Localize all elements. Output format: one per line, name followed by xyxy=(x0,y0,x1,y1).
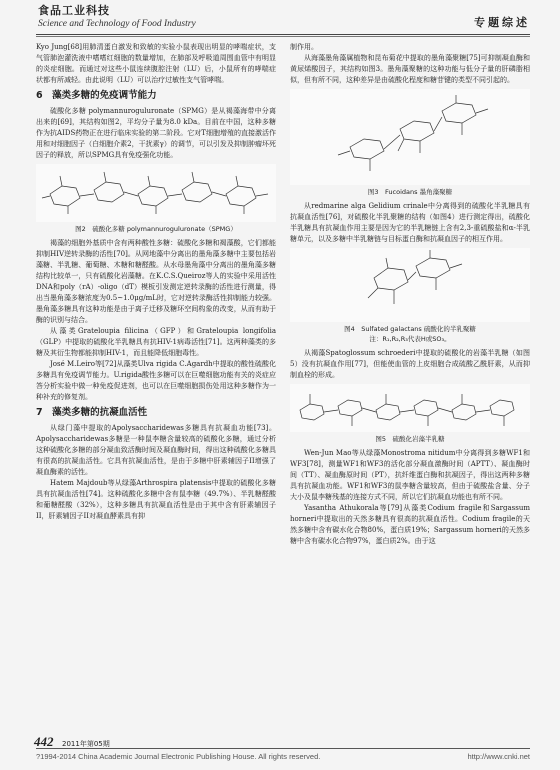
cnki-link[interactable]: http://www.cnki.net xyxy=(467,752,530,761)
issue-label: 2011年第05期 xyxy=(62,740,110,748)
paragraph: 硫酸化多糖 polymannuroguluronate（SPMG）是从褐藻海带中分离出来的[69]，其结构如图2，平均分子量为8.0 kDa。目前在中国，这种多糖作为抗AIDS药物正在进行临床实验的第二阶段。它对T细胞增殖的直接激活作用和对细胞因子（白细胞介素2，干扰素γ）的调节，可以引发及抑制肿瘤坏死因子的释放，所以SPMG具有免疫强化功能。 xyxy=(36,107,276,159)
journal-title-cn: 食品工业科技 xyxy=(38,4,110,17)
right-column xyxy=(290,42,530,547)
paragraph: 从绿门藻中提取的Apolysaccharidewas多糖具有抗凝血功能[73]。Apolysaccharidewas多糖是一种鼠李糖含量较高的硫酸化多糖，通过分析这种硫酸化多糖的部分凝血致活酶时间及凝血酶时间，得出这种硫酸化多糖具有很高的抗凝血活性。它具有抗凝血活性，是由于多糖中肝素辅因子II增强了凝血酶素的活性。 xyxy=(36,424,276,476)
paragraph: 从redmarine alga Gelidium crinale中分离得到的硫酸化半乳糖具有抗凝血活性[76]，对硫酸化半乳聚糖的结构（如图4）进行测定得出，硫酸化半乳糖具有抗凝血作用主要是因为它的半乳糖链上含有2,3-重硫酸盐和α-半乳糖单元，以及多糖中半乳糖链与目标蛋白酶和抗凝血因子的相互作用。 xyxy=(290,202,530,243)
sulfated-galactan-diagram xyxy=(290,248,530,322)
figure-3-caption: 图3 Fucoidans 墨角藻聚糖 xyxy=(367,188,453,196)
paragraph: Hatem Majdoub等从绿藻Arthrospira platensis中提取的硫酸化多糖具有抗凝血活性[74]。这种硫酸化多糖中含有鼠李糖（49.7%）、半乳糖醛酸和葡糖醛酸（32%），这种多糖具有抗凝血活性是由于其中含有肝素辅因子II，肝素辅因子II对凝血酵素具有抑 xyxy=(36,479,276,520)
figure-4-note: 注：R₁,R₂,R₃代表H或SO₃。 xyxy=(369,335,451,343)
copyright-text: ?1994-2014 China Academic Journal Electronic Publishing House. All rights reserved. xyxy=(36,752,321,761)
page-number: 442 xyxy=(34,734,54,749)
fucoidan-structure-diagram xyxy=(290,89,530,185)
section-tag: 专题综述 xyxy=(474,16,530,29)
figure-2-caption: 图2 硫酸化多糖 polymannuroguluronate（SPMG） xyxy=(75,225,237,233)
figure-4 xyxy=(290,248,530,322)
figure-5 xyxy=(290,384,530,432)
paragraph: 从藻类Grateloupia filicina（GFP）和Grateloupia longifolia（GLP）中提取的硫酸化半乳糖具有抗HIV-1病毒活性[71]。这两种藻类的多糖及其衍生物都能抑制HIV-1，而且能降低细胞毒性。 xyxy=(36,327,276,357)
fucogalactan-diagram xyxy=(290,384,530,432)
paragraph: José M.Leiro等[72]从藻类Ulva rigida C.Agardh中提取的酸性硫酸化多糖具有免疫调节能力。U.rigida酸性多糖可以在巨噬细胞功能有关的炎症应答分析实验中做一种免疫促进剂，也可以在巨噬细胞损伤处用这种多糖作为一种补充的修复剂。 xyxy=(36,360,276,401)
section-heading-7: 7 藻类多糖的抗凝血活性 xyxy=(36,407,148,418)
paragraph: 从褐藻Spatoglossum schroederi中提取的硫酸化的岩藻半乳糖（如图5）没有抗凝血作用[77]，但能使血管的上皮细胞合成硫酸乙酰肝素，从而抑制血栓的形成。 xyxy=(290,349,530,379)
paragraph: Wen-Jun Mao等从绿藻Monostroma nitidum中分离得到多糖WF1和WF3[78]，测量WF1和WF3的活化部分凝血激酶时间（APTT）、凝血酶时间（TT）、凝血酶原时间（PT），抗纤维蛋白酶和抗凝因子，得出这两种多糖具有抗凝血功能。WF1和WF3的鼠李糖含量较高，但由于硫酸盐含量、分子大小及鼠李糖残基的连接方式不同，所以它们抗凝血功能也有所不同。 xyxy=(290,449,530,501)
copyright-line xyxy=(36,752,530,761)
paragraph: 制作用。 xyxy=(290,43,318,51)
figure-5-caption: 图5 硫酸化岩藻半乳糖 xyxy=(375,435,445,443)
journal-header xyxy=(0,0,560,36)
paragraph: 从海藻墨角藻属植物和昆布菊花中提取的墨角藻聚糖[75]可抑制凝血酶和黄尿烯酸因子，其结构如图3。墨角藻聚糖的这种功能与低分子量的肝磷脂相似，但有所不同，这种差异是由硫酸化程度和糖苷键的类型不同引起的。 xyxy=(290,54,530,84)
header-rule-thin xyxy=(36,36,530,37)
journal-title-en: Science and Technology of Food Industry xyxy=(38,19,196,29)
figure-3 xyxy=(290,89,530,185)
figure-4-caption: 图4 Sulfated galactans 硫酸化的半乳聚糖 xyxy=(344,325,476,333)
paragraph: Kyo Jung[68]用肺清蛋白激发和致敏的实验小鼠表现出明显的哮喘症状，支气管肺泡灌洗液中嗜嗜红细胞的数量增加，在肺部及呼吸道周围血管中有明显的炎症细胞。而通过对这些小鼠连续腹腔注射（LU）后，小鼠所有的哮喘症状都有所减轻。由此说明（LU）可以治疗过敏性支气管哮喘。 xyxy=(36,43,276,84)
paragraph: 褐藻的细胞外基质中含有两种酸性多糖：硫酸化多糖和褐藻酸，它们都能抑制HIV逆转录酶的活性[70]。从网地藻中分离出的墨角藻多糖中主要包括岩藻糖、半乳糖、葡萄糖、木糖和糖醛酸。从水母墨角藻中分离出的墨角藻多糖结构比较单一，只有硫酸化岩藻糖。在K.C.S.Queiroz等人的实验中采用活性DNA和poly（rA）-oligo（dT）模板引发测定逆转录酶的活性进行测量，得出当墨角藻多糖浓度为0.5~1.0μg/mL时，它对逆转录酶活性抑制能力较强。墨角藻多糖具有这种功能是由于离子迁移及糖环空间构象的改变，从而有助于酶的识别与结合。 xyxy=(36,239,276,324)
figure-2 xyxy=(36,164,276,222)
footer-rule xyxy=(36,748,530,749)
spmg-structure-diagram xyxy=(36,164,276,222)
left-column xyxy=(36,42,276,522)
header-rule xyxy=(36,34,530,35)
section-heading-6: 6 藻类多糖的免疫调节能力 xyxy=(36,90,157,101)
paragraph: Yasantha Athukorala等[79]从藻类Codium fragile和Sargassum horneri中提取出的天然多糖具有很高的抗凝血活性。Codium fragile的天然多糖中含有碳水化合物80%，蛋白质19%；Sargassum horneri的天然多糖中含有碳水化合物97%，蛋白质2%。由于这 xyxy=(290,504,530,545)
